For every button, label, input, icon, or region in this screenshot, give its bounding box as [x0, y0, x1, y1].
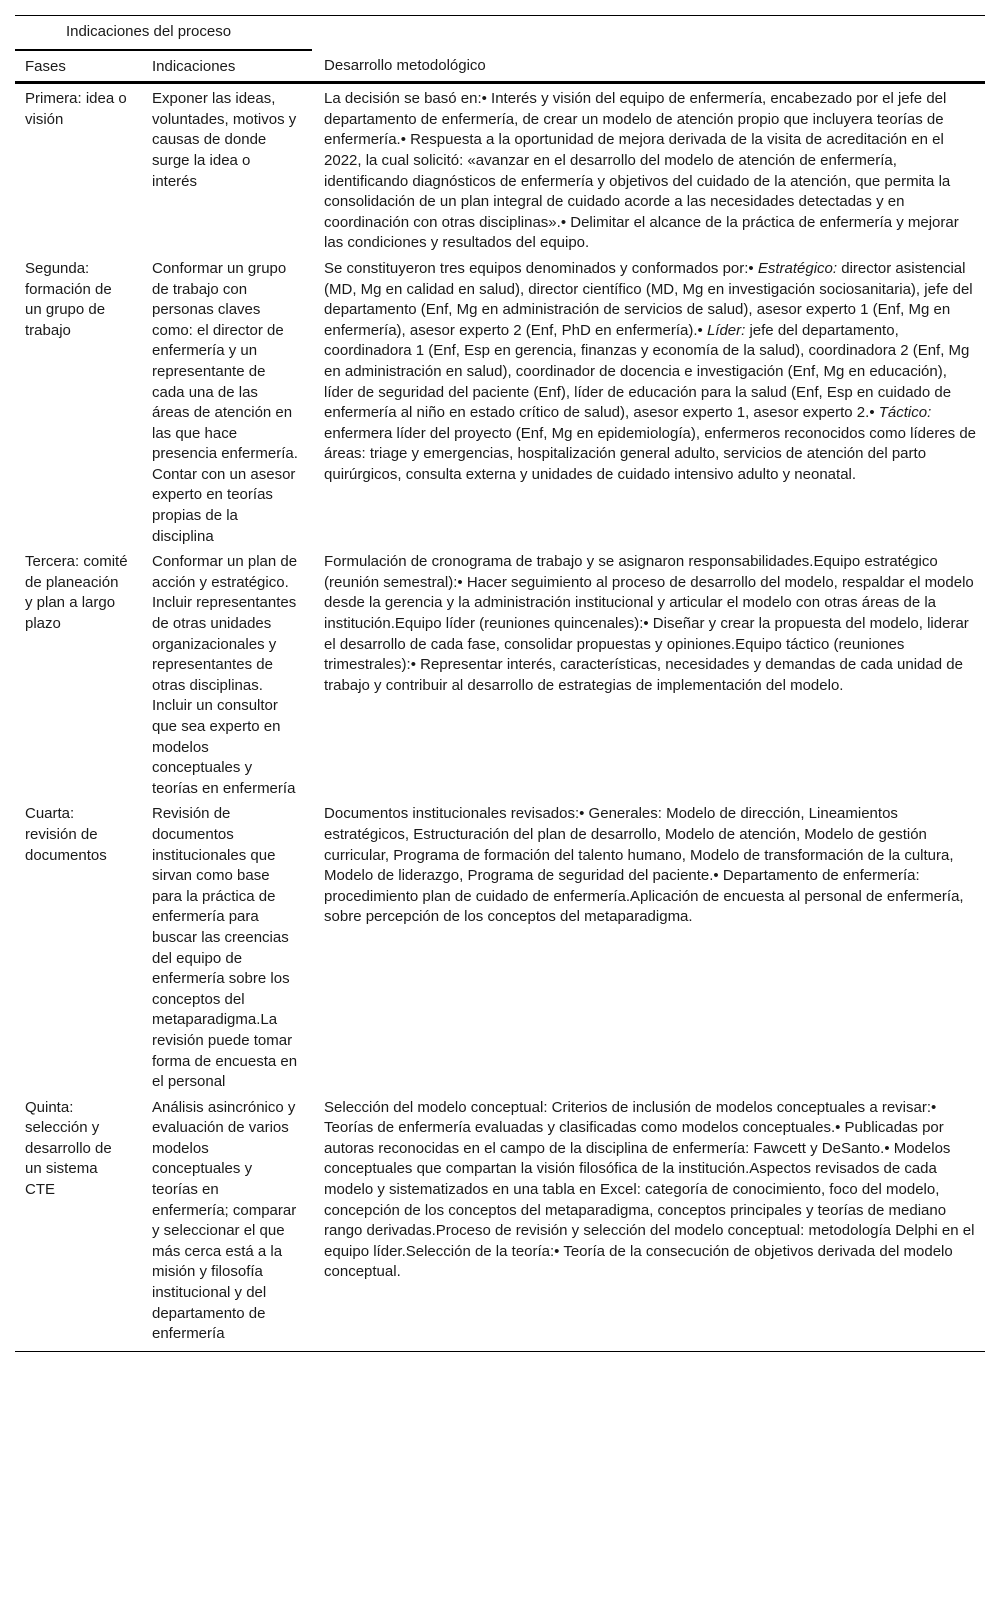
- process-table-container: [15, 15, 985, 1352]
- text-segment: Se constituyeron tres equipos denominados y conformados por:•: [324, 259, 758, 277]
- cell-desarrollo: [312, 83, 985, 254]
- cell-desarrollo: [312, 254, 985, 547]
- column-header-indicaciones: Indicaciones: [142, 50, 312, 83]
- cell-fase: Tercera: comité de planeación y plan a largo plazo: [25, 553, 128, 633]
- cell-fase: Primera: idea o visión: [25, 90, 127, 128]
- text-segment: Selección del modelo conceptual: Criterios de inclusión de modelos conceptuales a revisar:• Teorías de enfermería evaluadas y clasificadas como modelos conceptuales.• Publicadas por autoras reconocidas en el campo de la disciplina de enfermería: Fawcett y DeSanto.• Modelos conceptuales que compartan la visión filosófica de la institución.Aspectos revisados de cada modelo y sistematizados en una tabla en Excel: categoría de conocimiento, foco del modelo, concepción de los conceptos del metaparadigma, conceptos principales y teorías de mediano rango derivadas.Proceso de revisión y selección del modelo conceptual: metodología Delphi en el equipo líder.Selección de la teoría:• Teoría de la consecución de objetivos derivada del modelo conceptual.: [324, 1098, 975, 1281]
- team-label: Líder:: [706, 321, 746, 339]
- team-label: Estratégico:: [757, 259, 838, 277]
- cell-desarrollo: [312, 799, 985, 1092]
- text-segment: La decisión se basó en:• Interés y visión del equipo de enfermería, encabezado por el jefe del departamento de enfermería, de crear un modelo de atención propio que incluyera teorías de enfermería.• Respuesta a la oportunidad de mejora derivada de la visita de acreditación en el 2022, la cual solicitó: «avanzar en el desarrollo del modelo de atención de enfermería, identificando diagnósticos de enfermería y objetivos del cuidado de la atención, que permita la consolidación de un plan integral de cuidado acorde a las necesidades detectadas y en coordinación con otras disciplinas».• Delimitar el alcance de la práctica de enfermería y mejorar las condiciones y resultados del equipo.: [324, 90, 959, 252]
- table-row: [15, 1093, 985, 1352]
- cell-indicaciones: Exponer las ideas, voluntades, motivos y causas de donde surge la idea o interés: [152, 90, 297, 190]
- process-table: [15, 15, 985, 1352]
- column-header-fases: Fases: [15, 50, 142, 83]
- team-label: Táctico:: [878, 404, 932, 422]
- text-segment: Formulación de cronograma de trabajo y se asignaron responsabilidades.Equipo estratégico (reunión semestral):• Hacer seguimiento al proceso de desarrollo del modelo, respaldar el modelo desde la gerencia y la administración institucional y articular el modelo con otras áreas de la institución.Equipo líder (reuniones quincenales):• Diseñar y crear la propuesta del modelo, liderar el desarrollo de cada fase, consolidar propuestas y opiniones.Equipo táctico (reuniones trimestrales):• Representar interés, características, necesidades y demandas de cada unidad de trabajo y contribuir al desarrollo de estrategias de implementación del modelo.: [324, 553, 974, 694]
- table-row: [15, 83, 985, 254]
- cell-fase: Quinta: selección y desarrollo de un sistema CTE: [15, 1093, 142, 1352]
- column-header-row: [15, 50, 985, 83]
- text-segment: jefe del departamento, coordinadora 1 (Enf, Esp en gerencia, finanzas y economía de la salud), coordinadora 2 (Enf, Mg en administración en salud), coordinador de docencia e investigación (Enf, Mg en educación), líder de seguridad del paciente (Enf), líder de educación para la salud (Enf, Esp en cuidado de enfermería al niño en estado crítico de salud), asesor experto 1, asesor experto 2.•: [324, 321, 970, 422]
- group-header-empty: [312, 16, 985, 50]
- group-header-row: [15, 16, 985, 50]
- cell-desarrollo: [312, 547, 985, 799]
- table-body: [15, 83, 985, 1352]
- text-segment: Documentos institucionales revisados:• Generales: Modelo de dirección, Lineamientos estratégicos, Estructuración del plan de desarrollo, Modelo de atención, Modelo de gestión curricular, Programa de formación del talento humano, Modelo de transformación de la cultura, Modelo de liderazgo, Programa de seguridad del paciente.• Departamento de enfermería: procedimiento plan de cuidado de enfermería.Aplicación de encuesta al personal de enfermería, sobre percepción de los conceptos del metaparadigma.: [324, 805, 964, 926]
- table-row: [15, 799, 985, 1092]
- column-header-desarrollo: Desarrollo metodológico: [312, 50, 985, 83]
- table-row: [15, 547, 985, 799]
- text-segment: director asistencial (MD, Mg en calidad en salud), director científico (MD, Mg en investigación sociosanitaria), jefe del departamento (Enf, Mg en administración de servicios de salud), asesor experto 1 (Enf, Mg en enfermería), asesor experto 2 (Enf, PhD en enfermería).•: [324, 259, 973, 339]
- cell-indicaciones: Conformar un plan de acción y estratégico. Incluir representantes de otras unidades organizacionales y representantes de otras disciplinas. Incluir un consultor que sea experto en modelos conceptuales y teorías en enfermería: [152, 553, 298, 797]
- text-segment: enfermera líder del proyecto (Enf, Mg en epidemiología), enfermeros reconocidos como líderes de áreas: triage y emergencias, hospitalización general adulto, servicios de atención del parto quirúrgicos, consulta externa y unidades de cuidado intensivo adulto y neonatal.: [324, 424, 977, 483]
- cell-indicaciones: Análisis asincrónico y evaluación de varios modelos conceptuales y teorías en enfermería; comparar y seleccionar el que más cerca está a la misión y filosofía institucional y del departamento de enfermería: [142, 1093, 312, 1352]
- group-header-indicaciones-del-proceso: Indicaciones del proceso: [15, 16, 312, 50]
- cell-indicaciones: Revisión de documentos institucionales que sirvan como base para la práctica de enfermería para buscar las creencias del equipo de enfermería sobre los conceptos del metaparadigma.La revisión puede tomar forma de encuesta en el personal: [152, 805, 298, 1091]
- cell-desarrollo: [312, 1093, 985, 1352]
- cell-indicaciones: Conformar un grupo de trabajo con personas claves como: el director de enfermería y un representante de cada una de las áreas de atención en las que hace presencia enfermería. Contar con un asesor experto en teorías propias de la disciplina: [152, 259, 298, 545]
- cell-fase: Segunda: formación de un grupo de trabajo: [25, 259, 112, 339]
- table-row: [15, 254, 985, 547]
- cell-fase: Cuarta: revisión de documentos: [25, 805, 107, 864]
